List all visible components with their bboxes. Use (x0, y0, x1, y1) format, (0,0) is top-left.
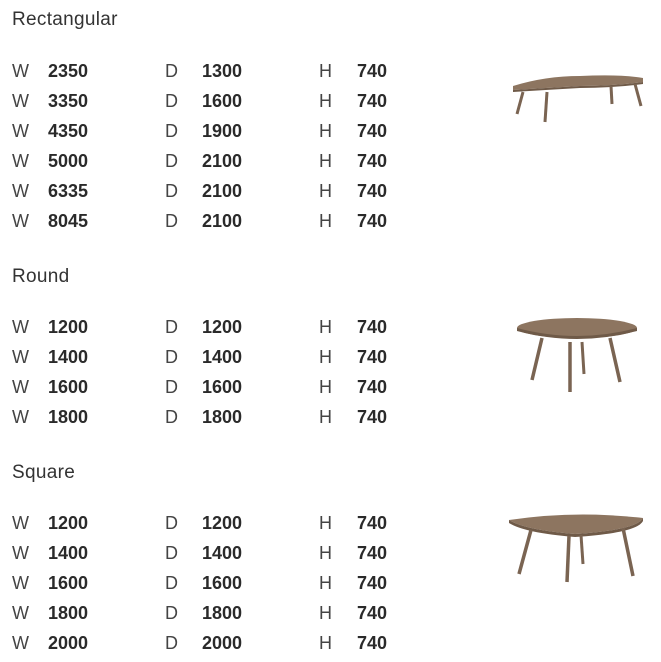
section-title-rectangular: Rectangular (12, 9, 118, 30)
dimension-row (0, 120, 420, 150)
d-value: 1600 (202, 573, 243, 593)
w-value: 1400 (48, 543, 89, 563)
round-table-image (512, 314, 642, 396)
w-label: W (12, 317, 29, 337)
dimension-row (0, 180, 420, 210)
section-title-round: Round (12, 266, 70, 287)
w-label: W (12, 603, 29, 623)
h-label: H (319, 91, 332, 111)
d-label: D (165, 513, 178, 533)
d-label: D (165, 377, 178, 397)
w-value: 1800 (48, 603, 89, 623)
w-value: 4350 (48, 121, 89, 141)
d-value: 1600 (202, 91, 243, 111)
w-label: W (12, 573, 29, 593)
d-value: 2000 (202, 633, 243, 653)
w-value: 1800 (48, 407, 89, 427)
w-label: W (12, 633, 29, 653)
d-label: D (165, 573, 178, 593)
w-label: W (12, 181, 29, 201)
h-label: H (319, 573, 332, 593)
h-value: 740 (357, 633, 388, 653)
h-label: H (319, 603, 332, 623)
dimension-row (0, 572, 420, 602)
h-label: H (319, 121, 332, 141)
w-value: 2350 (48, 61, 89, 81)
d-value: 1400 (202, 347, 243, 367)
h-label: H (319, 633, 332, 653)
h-value: 740 (357, 513, 388, 533)
h-value: 740 (357, 573, 388, 593)
h-value: 740 (357, 91, 388, 111)
d-value: 2100 (202, 181, 243, 201)
w-value: 1400 (48, 347, 89, 367)
h-label: H (319, 61, 332, 81)
d-label: D (165, 121, 178, 141)
h-label: H (319, 347, 332, 367)
w-label: W (12, 407, 29, 427)
dimension-row (0, 512, 420, 542)
d-label: D (165, 151, 178, 171)
h-label: H (319, 513, 332, 533)
h-value: 740 (357, 317, 388, 337)
d-label: D (165, 633, 178, 653)
w-label: W (12, 121, 29, 141)
w-label: W (12, 151, 29, 171)
h-value: 740 (357, 151, 388, 171)
square-table-image (505, 508, 650, 583)
h-value: 740 (357, 377, 388, 397)
h-value: 740 (357, 347, 388, 367)
w-value: 1200 (48, 513, 89, 533)
h-label: H (319, 181, 332, 201)
d-label: D (165, 603, 178, 623)
w-label: W (12, 347, 29, 367)
w-label: W (12, 513, 29, 533)
h-label: H (319, 211, 332, 231)
w-value: 2000 (48, 633, 89, 653)
d-label: D (165, 407, 178, 427)
h-label: H (319, 407, 332, 427)
dimension-row (0, 542, 420, 572)
w-value: 3350 (48, 91, 89, 111)
dimension-row (0, 60, 420, 90)
w-value: 8045 (48, 211, 89, 231)
dimension-row (0, 90, 420, 120)
dimension-row (0, 376, 420, 406)
d-value: 2100 (202, 151, 243, 171)
section-title-square: Square (12, 462, 76, 483)
w-label: W (12, 61, 29, 81)
dimension-row (0, 346, 420, 376)
h-label: H (319, 317, 332, 337)
w-value: 1200 (48, 317, 89, 337)
w-value: 1600 (48, 573, 89, 593)
d-value: 1300 (202, 61, 243, 81)
d-label: D (165, 317, 178, 337)
w-value: 1600 (48, 377, 89, 397)
h-value: 740 (357, 121, 388, 141)
d-label: D (165, 543, 178, 563)
d-value: 2100 (202, 211, 243, 231)
dimension-row (0, 316, 420, 346)
d-value: 1900 (202, 121, 243, 141)
d-value: 1600 (202, 377, 243, 397)
d-value: 1200 (202, 513, 243, 533)
w-label: W (12, 543, 29, 563)
d-value: 1400 (202, 543, 243, 563)
dimension-row (0, 150, 420, 180)
w-value: 6335 (48, 181, 89, 201)
dimension-row (0, 632, 420, 662)
h-value: 740 (357, 211, 388, 231)
d-label: D (165, 211, 178, 231)
d-label: D (165, 347, 178, 367)
d-label: D (165, 181, 178, 201)
h-value: 740 (357, 407, 388, 427)
w-label: W (12, 377, 29, 397)
h-label: H (319, 151, 332, 171)
d-label: D (165, 61, 178, 81)
d-label: D (165, 91, 178, 111)
dimension-row (0, 602, 420, 632)
h-value: 740 (357, 543, 388, 563)
dimension-row (0, 210, 420, 240)
h-value: 740 (357, 603, 388, 623)
d-value: 1200 (202, 317, 243, 337)
h-label: H (319, 377, 332, 397)
w-label: W (12, 211, 29, 231)
d-value: 1800 (202, 603, 243, 623)
w-value: 5000 (48, 151, 89, 171)
w-label: W (12, 91, 29, 111)
d-value: 1800 (202, 407, 243, 427)
h-value: 740 (357, 61, 388, 81)
rectangular-table-image (505, 68, 655, 128)
h-value: 740 (357, 181, 388, 201)
dimension-row (0, 406, 420, 436)
h-label: H (319, 543, 332, 563)
